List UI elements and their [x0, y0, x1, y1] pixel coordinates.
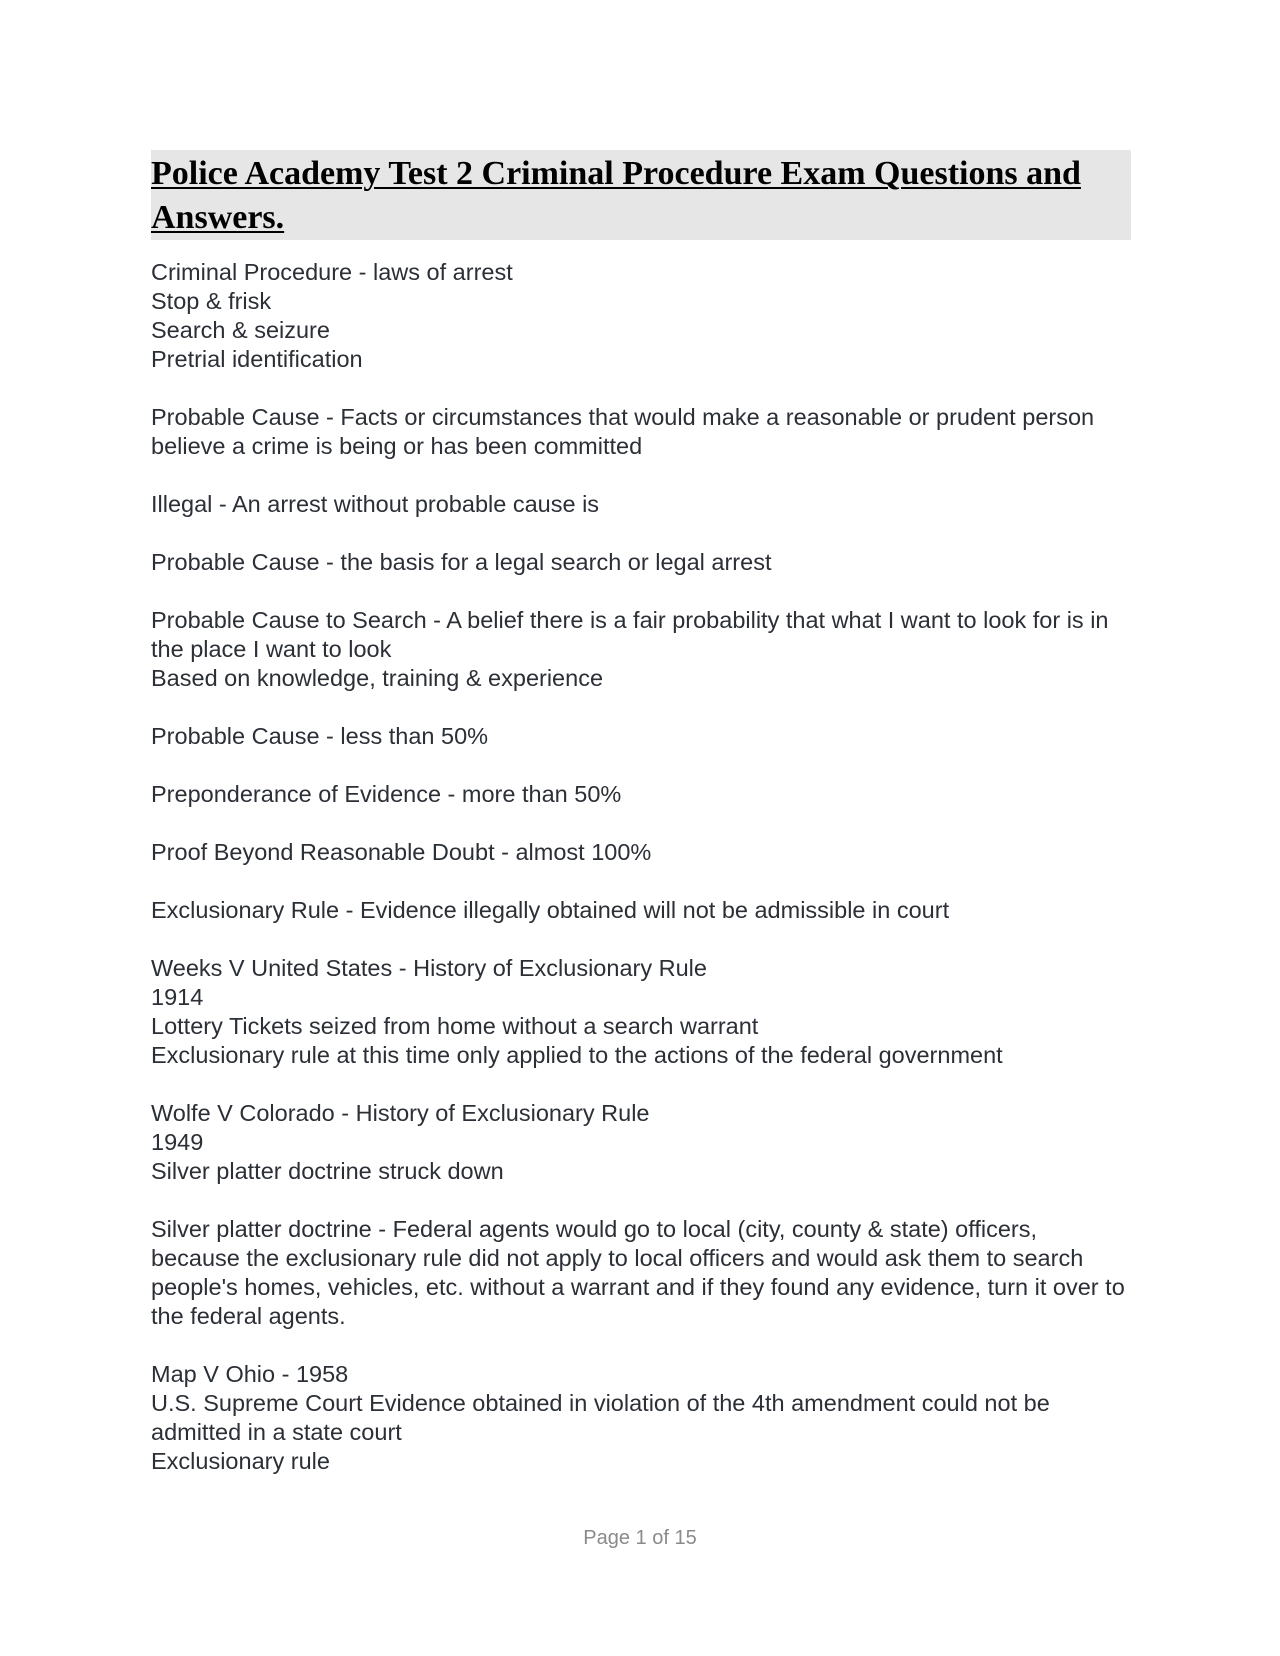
entry-line: Probable Cause - Facts or circumstances that would make a reasonable or prudent person believe a crime is being or has been committed: [151, 404, 1095, 459]
qa-entry: [151, 1099, 1131, 1186]
entry-line: Search & seizure: [151, 317, 330, 343]
qa-entry: [151, 838, 1131, 867]
qa-entry: [151, 780, 1131, 809]
entry-line: U.S. Supreme Court Evidence obtained in violation of the 4th amendment could not be admitted in a state court: [151, 1390, 1050, 1445]
qa-entry: [151, 490, 1131, 519]
entry-line: Proof Beyond Reasonable Doubt - almost 100%: [151, 839, 652, 865]
entry-line: Criminal Procedure - laws of arrest: [151, 259, 513, 285]
entry-line: Pretrial identification: [151, 346, 363, 372]
entry-line: Lottery Tickets seized from home without a search warrant: [151, 1013, 759, 1039]
entry-line: Based on knowledge, training & experience: [151, 665, 604, 691]
qa-entry: [151, 258, 1131, 374]
entry-line: Exclusionary rule at this time only applied to the actions of the federal government: [151, 1042, 1003, 1068]
entry-line: 1949: [151, 1129, 204, 1155]
qa-entry: [151, 606, 1131, 693]
entry-line: Probable Cause to Search - A belief there is a fair probability that what I want to look for is in the place I want to look: [151, 607, 1109, 662]
qa-entry: [151, 1360, 1131, 1476]
page-footer: Page 1 of 15: [583, 1527, 697, 1549]
qa-entry: [151, 548, 1131, 577]
entry-line: Exclusionary Rule - Evidence illegally obtained will not be admissible in court: [151, 897, 950, 923]
entry-line: Probable Cause - less than 50%: [151, 723, 489, 749]
entry-line: Probable Cause - the basis for a legal search or legal arrest: [151, 549, 772, 575]
entry-line: 1914: [151, 984, 204, 1010]
entry-line: Stop & frisk: [151, 288, 272, 314]
entry-line: Wolfe V Colorado - History of Exclusionary Rule: [151, 1100, 650, 1126]
qa-entry: [151, 403, 1131, 461]
entry-line: Silver platter doctrine - Federal agents would go to local (city, county & state) officers, because the exclusionary rule did not apply to local officers and would ask them to search people's homes, vehicles, etc. without a warrant and if they found any evidence, turn it over to the federal agents.: [151, 1216, 1125, 1329]
qa-entry: [151, 954, 1131, 1070]
document-title: Police Academy Test 2 Criminal Procedure Exam Questions and Answers.: [151, 150, 1131, 240]
qa-entry: [151, 1215, 1131, 1331]
document-content: [151, 150, 1131, 1505]
entry-line: Silver platter doctrine struck down: [151, 1158, 504, 1184]
qa-entry: [151, 722, 1131, 751]
entry-line: Preponderance of Evidence - more than 50%: [151, 781, 622, 807]
qa-entry: [151, 896, 1131, 925]
entry-line: Illegal - An arrest without probable cause is: [151, 491, 600, 517]
entry-line: Map V Ohio - 1958: [151, 1361, 349, 1387]
entry-line: Weeks V United States - History of Exclusionary Rule: [151, 955, 707, 981]
entries-list: [151, 258, 1131, 1476]
entry-line: Exclusionary rule: [151, 1448, 330, 1474]
